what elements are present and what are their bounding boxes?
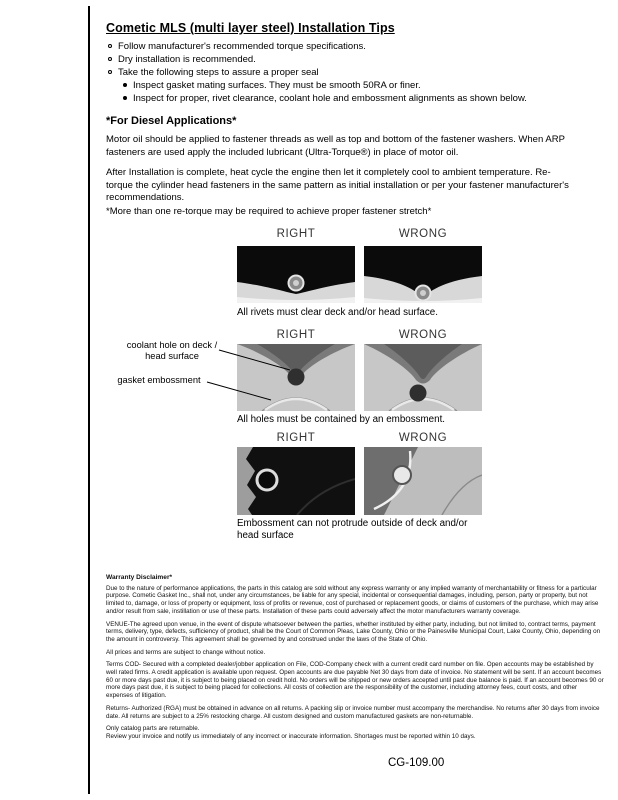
protrusion-right-image — [237, 447, 355, 515]
legal-paragraph: Review your invoice and notify us immediately of any incorrect or inaccurate information. Shortages must be reported within 10 days. — [106, 732, 476, 740]
diagram-section — [105, 226, 610, 548]
diesel-applications-heading: *For Diesel Applications* — [106, 115, 237, 127]
embossment-wrong-image — [364, 344, 482, 411]
protrusion-wrong-image — [364, 447, 482, 515]
caption-row1: All rivets must clear deck and/or head surface. — [237, 307, 438, 318]
installation-tips-list — [106, 40, 578, 105]
wrong-header-row2: WRONG — [398, 329, 448, 341]
bullet-circle-icon — [108, 57, 112, 61]
page-title: Cometic MLS (multi layer steel) Installation Tips — [106, 21, 395, 35]
legal-paragraph: VENUE-The agreed upon venue, in the event of dispute whatsoever between the parties, whether instituted by either party, including, but not limited to, contract terms, payment terms, delivery, type, defects, sufficiency of product, shall be the Court of Common Pleas, Lake County, Ohio or the Painesville Municipal Court, Lake County, Ohio, depending on the amount in controversy. This agreement shall be governed by and construed under the laws of the State of Ohio. — [106, 620, 601, 643]
list-item — [106, 66, 578, 79]
diesel-paragraph-2: After Installation is complete, heat cycle the engine then let it completely cool to ambient temperature. Re-torque the cylinder head fasteners in the same pattern as initial installation or per your fastener manufacturer's recommendations. — [106, 167, 569, 203]
bullet-circle-icon — [108, 44, 112, 48]
list-subitem — [106, 79, 578, 92]
embossment-right-image — [237, 344, 355, 411]
right-header-row1: RIGHT — [276, 228, 316, 240]
list-item-text: Follow manufacturer's recommended torque specifications. — [118, 41, 366, 52]
caption-row3: Embossment can not protrude outside of deck and/or head surface — [237, 518, 468, 541]
warranty-disclaimer-heading: Warranty Disclaimer* — [106, 574, 173, 581]
coolant-hole-callout-label: coolant hole on deck / head surface — [126, 340, 218, 361]
legal-paragraph: Terms COD- Secured with a completed dealer/jobber application on File, COD-Company check with a current credit card number on file. Open accounts may be established by well rated firms. A credit application is available upon request. Open accounts are due payable Net 30 days from date of invoice. No statement will be sent. If an account becomes 60 or more days past due, it is subject to being placed on credit hold. No orders will be shipped or new orders accepted until past due balance is paid. If an account becomes 90 or more days past due, it is subject to being placed for collections. All costs of collection are the responsibility of the customer, including attorney fees, court costs, and other expenses of litigation. — [106, 661, 604, 700]
legal-paragraph: Due to the nature of performance applications, the parts in this catalog are sold without any express warranty or any implied warranty of merchantability or fitness for a particular purpose. Cometic Gasket Inc., shall not, under any circumstances, be liable for any special, incidental or consequential damages, including, person, party or property, but not limited to, damage, or loss of property or equipment, loss of profits or revenue, cost of purchased or replacement goods, or claims of customers of the purchase, which may arise and/or result from sale, instillation or use of these parts. Installation of these parts could adversely affect the motor manufacturers warranty coverage. — [106, 584, 599, 615]
wrong-header-row1: WRONG — [398, 228, 448, 240]
catalog-page-code: CG-109.00 — [388, 757, 445, 769]
rivet-right-image — [237, 246, 355, 303]
bullet-dot-icon — [123, 83, 127, 87]
retorque-note: *More than one re-torque may be required to achieve proper fastener stretch* — [106, 206, 432, 217]
legal-paragraph: Returns- Authorized (RGA) must be obtained in advance on all returns. A packing slip or invoice number must accompany the merchandise. No returns after 30 days from invoice date. All returns are subject to a 25% restocking charge. All custom designed and custom manufactured gaskets are non-returnable. — [106, 704, 600, 720]
wrong-header-row3: WRONG — [398, 432, 448, 444]
list-item-text: Inspect gasket mating surfaces. They must be smooth 50RA or finer. — [133, 80, 421, 91]
list-item-text: Take the following steps to assure a proper seal — [118, 67, 319, 78]
right-header-row2: RIGHT — [276, 329, 316, 341]
rivet-wrong-image — [364, 246, 482, 303]
list-subitem — [106, 92, 578, 105]
legal-paragraph: All prices and terms are subject to change without notice. — [106, 648, 266, 656]
list-item-text: Dry installation is recommended. — [118, 54, 256, 65]
callout-lines — [105, 226, 610, 548]
right-header-row3: RIGHT — [276, 432, 316, 444]
legal-paragraph: Only catalog parts are returnable. — [106, 725, 200, 733]
legal-section — [106, 574, 604, 741]
list-item — [106, 53, 578, 66]
bullet-circle-icon — [108, 70, 112, 74]
list-item-text: Inspect for proper, rivet clearance, coolant hole and embossment alignments as shown below. — [133, 93, 527, 104]
scan-edge-line — [88, 6, 90, 794]
diesel-paragraph-1: Motor oil should be applied to fastener threads as well as top and bottom of the fastener washers. When ARP fasteners are used apply the included lubricant (Ultra-Torque®) in place of motor oil. — [106, 134, 565, 158]
gasket-embossment-callout-label: gasket embossment — [117, 375, 201, 385]
caption-row2: All holes must be contained by an embossment. — [237, 414, 446, 425]
list-item — [106, 40, 578, 53]
bullet-dot-icon — [123, 96, 127, 100]
